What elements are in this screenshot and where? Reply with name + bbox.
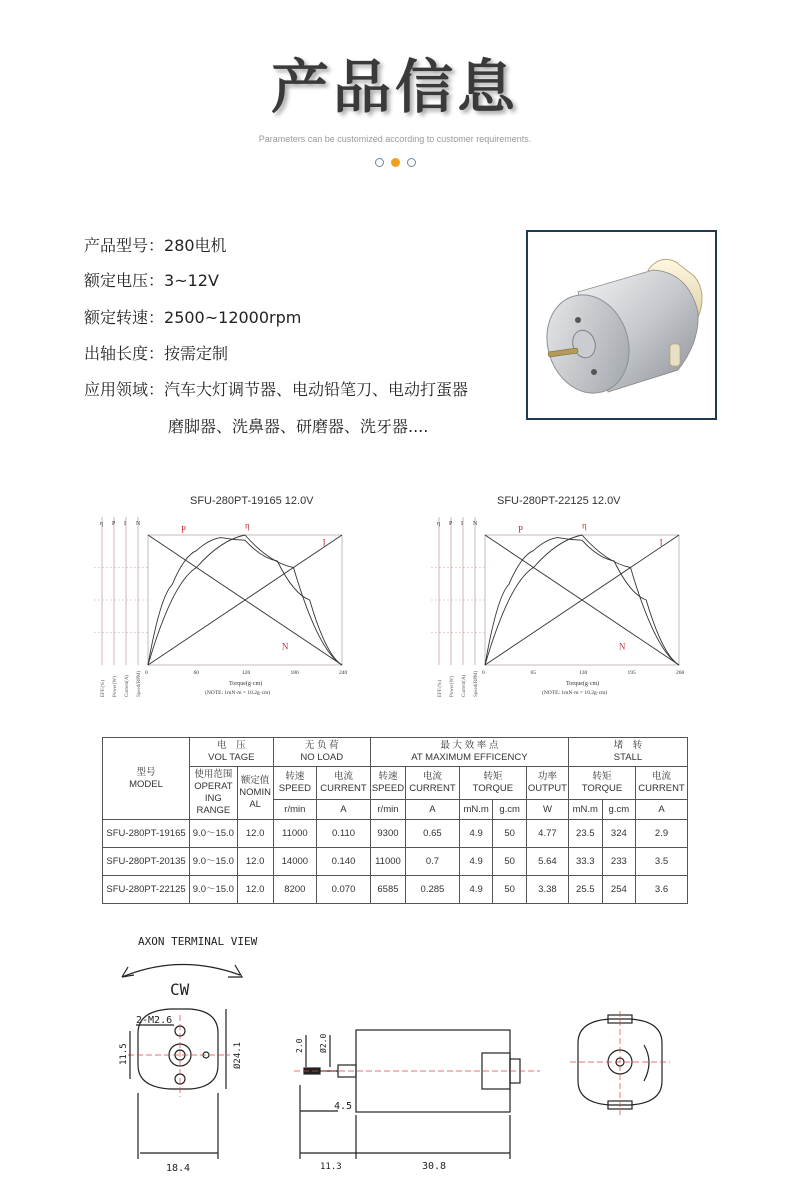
- axis-side-label-3: Speed(RPM): [474, 670, 479, 697]
- cell-model: SFU-280PT-19165: [103, 820, 190, 848]
- cell-me-mnm: 4.9: [459, 848, 493, 876]
- axis-head-0: η: [100, 521, 104, 527]
- header-maxeff: [370, 738, 568, 767]
- dim-shaft-a: 2.0: [295, 1038, 304, 1053]
- header-nl-current: [317, 767, 371, 800]
- hole-label: 2-M2.6: [136, 1015, 173, 1026]
- spec-row-model: [84, 233, 227, 256]
- unit-st-mnm: mN.m: [568, 800, 602, 820]
- spec-value: 280电机: [164, 236, 227, 255]
- curve-label-P: P: [517, 524, 523, 535]
- x-axis-label: Torque(g·cm): [229, 681, 263, 687]
- cell-st-mnm: 23.5: [568, 820, 602, 848]
- axis-head-1: P: [449, 521, 453, 527]
- cell-me-gcm: 50: [493, 820, 526, 848]
- x-tick-label: 195: [627, 670, 636, 676]
- end-view-right: [570, 1011, 670, 1115]
- cell-nl-current: 0.070: [317, 876, 371, 904]
- unit-me-output: W: [526, 800, 568, 820]
- header-me-current-cn: 电流: [422, 771, 442, 783]
- axis-side-label-2: Current(A): [462, 674, 467, 697]
- cell-me-mnm: 4.9: [459, 876, 493, 904]
- curve-label-eta: η: [245, 520, 250, 531]
- spec-table: [102, 737, 688, 904]
- header-op-range: [190, 767, 238, 820]
- cell-st-current: 3.6: [636, 876, 688, 904]
- table-header-row-1: [103, 738, 688, 767]
- cw-label: CW: [170, 980, 190, 999]
- dot-3[interactable]: [407, 158, 416, 167]
- header-nominal-en: NOMIN AL: [239, 787, 271, 810]
- dim-18-4: 18.4: [166, 1163, 191, 1174]
- curve-label-eta: η: [582, 520, 587, 531]
- unit-st-gcm: g.cm: [602, 800, 635, 820]
- header-nominal: [237, 767, 273, 820]
- page-title: 产品信息: [270, 53, 519, 121]
- header-model: [103, 738, 190, 820]
- header-voltage: [190, 738, 274, 767]
- header-stall: [568, 738, 687, 767]
- header-nominal-cn: 额定值: [240, 775, 270, 786]
- header-st-torque: [568, 767, 635, 800]
- cell-me-current: 0.7: [406, 848, 460, 876]
- axis-head-3: N: [473, 521, 478, 527]
- table-header-row-2: [103, 767, 688, 800]
- unit-me-current: A: [406, 800, 460, 820]
- cell-st-gcm: 254: [602, 876, 635, 904]
- header-noload: [273, 738, 370, 767]
- dim-11-3: 11.3: [320, 1162, 342, 1172]
- spec-value: 汽车大灯调节器、电动铅笔刀、电动打蛋器: [164, 380, 469, 399]
- unit-me-gcm: g.cm: [493, 800, 526, 820]
- cell-nominal: 12.0: [237, 820, 273, 848]
- curve-label-N: N: [618, 641, 626, 652]
- spec-value: 按需定制: [164, 344, 229, 363]
- table-row: [103, 820, 688, 848]
- header-st-torque-en: TORQUE: [581, 783, 623, 795]
- axis-head-1: P: [112, 521, 116, 527]
- axis-side-label-0: EFF.(%): [101, 680, 106, 697]
- unit-nl-speed: r/min: [273, 800, 317, 820]
- header-me-current: [406, 767, 460, 800]
- table-row: [103, 876, 688, 904]
- cell-me-output: 4.77: [526, 820, 568, 848]
- product-photo-frame: [526, 230, 717, 420]
- axis-head-0: η: [437, 521, 441, 527]
- cell-range: 9.0～15.0: [190, 876, 238, 904]
- header-me-torque: [459, 767, 526, 800]
- cell-me-gcm: 50: [493, 876, 526, 904]
- header-nl-current-cn: 电流: [333, 771, 353, 783]
- header-me-output-en: OUTPUT: [527, 783, 567, 795]
- header-noload-cn: 无 负 荷: [304, 740, 339, 751]
- motor-photo: [528, 232, 715, 418]
- curve-label-I: I: [322, 537, 326, 548]
- header-noload-en: NO LOAD: [300, 752, 344, 763]
- header-me-output-cn: 功率: [537, 771, 557, 783]
- header-model-cn: 型号: [136, 766, 156, 778]
- dim-30-8: 30.8: [422, 1161, 447, 1172]
- header-me-output: [526, 767, 568, 800]
- axis-head-2: I: [124, 521, 126, 527]
- header-nl-speed-cn: 转速: [285, 771, 305, 783]
- spec-row-voltage: [84, 268, 219, 291]
- cell-st-mnm: 33.3: [568, 848, 602, 876]
- dim-24-1: Ø24.1: [233, 1041, 243, 1069]
- end-view-left: [128, 1009, 230, 1159]
- header-me-speed: [370, 767, 405, 800]
- cell-range: 9.0～15.0: [190, 848, 238, 876]
- chart-2: [431, 513, 701, 698]
- spec-row-shaft: [84, 341, 228, 364]
- cell-nl-current: 0.140: [317, 848, 371, 876]
- chart-2-title: SFU-280PT-22125 12.0V: [497, 495, 621, 507]
- cw-arc-arrow: [122, 967, 134, 977]
- cell-me-speed: 11000: [370, 848, 405, 876]
- header-stall-cn: 堵 转: [613, 740, 643, 751]
- spec-row-speed: [84, 305, 301, 328]
- header-me-speed-cn: 转速: [378, 771, 398, 783]
- cell-me-speed: 6585: [370, 876, 405, 904]
- x-tick-label: 180: [290, 670, 299, 676]
- cell-nl-speed: 14000: [273, 848, 317, 876]
- unit-st-current: A: [636, 800, 688, 820]
- axis-side-label-1: Power(W): [113, 676, 118, 697]
- cell-me-current: 0.65: [406, 820, 460, 848]
- cell-me-output: 3.38: [526, 876, 568, 904]
- cell-me-mnm: 4.9: [459, 820, 493, 848]
- header-nl-speed-en: SPEED: [278, 783, 311, 795]
- carousel-dots: [373, 156, 423, 170]
- header-maxeff-en: AT MAXIMUM EFFICENCY: [411, 752, 528, 763]
- spec-label: 出轴长度：: [84, 344, 165, 363]
- chart-note: (NOTE: 1mN·m = 10.2g·cm): [542, 690, 608, 696]
- header-me-speed-en: SPEED: [371, 783, 405, 795]
- cell-model: SFU-280PT-20135: [103, 848, 190, 876]
- dim-4-5: 4.5: [334, 1101, 353, 1112]
- curve-label-P: P: [180, 524, 186, 535]
- cell-nominal: 12.0: [237, 876, 273, 904]
- table-row: [103, 848, 688, 876]
- cell-nl-current: 0.110: [317, 820, 371, 848]
- dim-11-5: 11.5: [119, 1043, 129, 1065]
- dim-shaft-b: Ø2.0: [319, 1033, 328, 1053]
- spec-label: 额定转速：: [84, 308, 165, 327]
- cell-nominal: 12.0: [237, 848, 273, 876]
- header-voltage-en: VOL TAGE: [208, 752, 255, 763]
- cell-range: 9.0～15.0: [190, 820, 238, 848]
- header-voltage-cn: 电 压: [217, 740, 246, 751]
- cw-arc: [122, 964, 240, 977]
- cell-st-gcm: 233: [602, 848, 635, 876]
- x-tick-label: 60: [193, 670, 199, 676]
- axis-side-label-0: EFF.(%): [438, 680, 443, 697]
- dot-1[interactable]: [375, 158, 384, 167]
- axis-head-3: N: [136, 521, 141, 527]
- header-me-torque-cn: 转矩: [483, 771, 503, 783]
- side-view: [294, 1030, 540, 1159]
- spec-row-application: [84, 377, 468, 400]
- header-model-en: MODEL: [129, 778, 163, 790]
- curve-label-I: I: [659, 537, 663, 548]
- header-st-current-cn: 电流: [652, 771, 672, 783]
- header-nl-current-en: CURRENT: [320, 783, 367, 795]
- dot-2[interactable]: [391, 158, 400, 167]
- header-stall-en: STALL: [613, 752, 643, 763]
- header-op-range-en: OPERAT ING RANGE: [194, 781, 233, 816]
- cell-nl-speed: 8200: [273, 876, 317, 904]
- header-me-current-en: CURRENT: [409, 783, 456, 795]
- header-st-current-en: CURRENT: [638, 783, 685, 795]
- axis-side-label-1: Power(W): [450, 676, 455, 697]
- chart-note: (NOTE: 1mN·m = 10.2g·cm): [205, 690, 271, 696]
- x-tick-label: 240: [339, 670, 348, 676]
- chart-1: [94, 513, 364, 698]
- cell-nl-speed: 11000: [273, 820, 317, 848]
- x-tick-label: 0: [145, 670, 148, 676]
- unit-me-mnm: mN.m: [459, 800, 493, 820]
- x-tick-label: 260: [676, 670, 685, 676]
- x-axis-label: Torque(g·cm): [566, 681, 600, 687]
- cell-st-current: 3.5: [636, 848, 688, 876]
- unit-nl-current: A: [317, 800, 371, 820]
- axis-side-label-3: Speed(RPM): [137, 670, 142, 697]
- axis-head-2: I: [461, 521, 463, 527]
- spec-label: 产品型号：: [84, 236, 165, 255]
- x-tick-label: 130: [579, 670, 588, 676]
- header-op-range-cn: 使用范围: [194, 769, 233, 780]
- spec-label: 应用领域：: [84, 380, 165, 399]
- cell-st-mnm: 25.5: [568, 876, 602, 904]
- axon-label: AXON TERMINAL VIEW: [138, 935, 258, 948]
- unit-me-speed: r/min: [370, 800, 405, 820]
- cell-st-current: 2.9: [636, 820, 688, 848]
- x-tick-label: 65: [530, 670, 536, 676]
- chart-1-title: SFU-280PT-19165 12.0V: [190, 495, 314, 507]
- cell-st-gcm: 324: [602, 820, 635, 848]
- page-subtitle: Parameters can be customized according to customer requirements.: [258, 134, 532, 144]
- cell-model: SFU-280PT-22125: [103, 876, 190, 904]
- header-me-torque-en: TORQUE: [472, 783, 514, 795]
- header-st-current: [636, 767, 688, 800]
- x-tick-label: 120: [242, 670, 251, 676]
- header-st-torque-cn: 转矩: [592, 771, 612, 783]
- x-tick-label: 0: [482, 670, 485, 676]
- cell-me-current: 0.285: [406, 876, 460, 904]
- technical-drawing: [0, 925, 790, 1195]
- cell-me-gcm: 50: [493, 848, 526, 876]
- cell-me-output: 5.64: [526, 848, 568, 876]
- axis-side-label-2: Current(A): [125, 674, 130, 697]
- header-nl-speed: [273, 767, 317, 800]
- spec-row-application-cont: 磨脚器、洗鼻器、研磨器、洗牙器....: [168, 417, 429, 436]
- spec-value: 2500~12000rpm: [164, 308, 302, 327]
- curve-label-N: N: [281, 641, 289, 652]
- cell-me-speed: 9300: [370, 820, 405, 848]
- spec-value: 3~12V: [164, 271, 219, 290]
- header-maxeff-cn: 最 大 效 率 点: [440, 740, 499, 751]
- spec-label: 额定电压：: [84, 271, 165, 290]
